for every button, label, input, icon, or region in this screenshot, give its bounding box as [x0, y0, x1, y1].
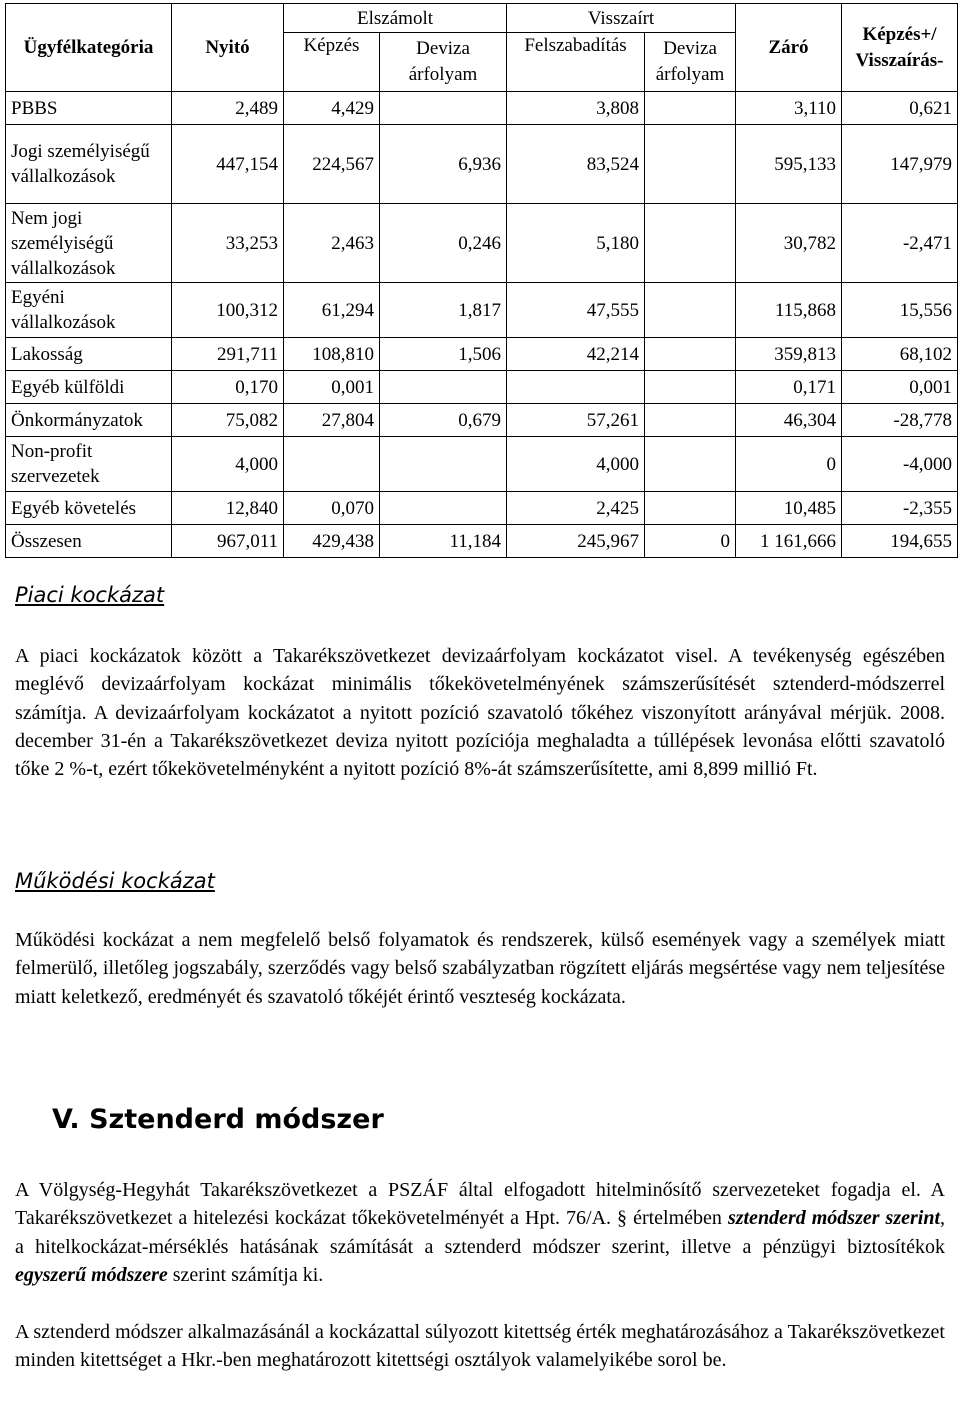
- cell-cat: Lakosság: [6, 338, 172, 371]
- cell-opening: 33,253: [172, 204, 284, 283]
- header-formation: Képzés: [284, 33, 380, 92]
- cell-formation: 61,294: [284, 283, 380, 338]
- header-fx-accounted: Deviza árfolyam: [380, 33, 507, 92]
- cell-diff: 147,979: [842, 125, 958, 204]
- cell-fx2: [645, 437, 736, 492]
- standard-method-paragraph-1: [15, 1176, 945, 1289]
- cell-fx1: [380, 92, 507, 125]
- cell-formation: 429,438: [284, 525, 380, 558]
- cell-closing: 359,813: [736, 338, 842, 371]
- cell-diff: -4,000: [842, 437, 958, 492]
- cell-release: 245,967: [507, 525, 645, 558]
- cell-closing: 0: [736, 437, 842, 492]
- cell-release: [507, 371, 645, 404]
- cell-cat: Önkormányzatok: [6, 404, 172, 437]
- standard-method-paragraph-2: A sztenderd módszer alkalmazásánál a kockázattal súlyozott kitettség érték meghatározásához a Takarékszövetkezet minden kitettséget a Hkr.-ben meghatározott kitettségi osztályok valamelyikébe sorol be.: [15, 1321, 945, 1372]
- cell-fx1: [380, 371, 507, 404]
- table-row: [6, 283, 958, 338]
- cell-fx2: [645, 283, 736, 338]
- cell-closing: 3,110: [736, 92, 842, 125]
- header-accounted: Elszámolt: [284, 4, 507, 33]
- cell-fx1: 6,936: [380, 125, 507, 204]
- cell-diff: 0,621: [842, 92, 958, 125]
- table-row: [6, 437, 958, 492]
- cell-cat: Egyéb követelés: [6, 492, 172, 525]
- table-row: [6, 125, 958, 204]
- cell-fx1: [380, 492, 507, 525]
- cell-fx1: 11,184: [380, 525, 507, 558]
- table-row: [6, 371, 958, 404]
- table-row: [6, 338, 958, 371]
- cell-cat: Egyéni vállalkozások: [6, 283, 172, 338]
- cell-fx1: 1,506: [380, 338, 507, 371]
- cell-cat: Nem jogi személyiségű vállalkozások: [6, 204, 172, 283]
- cell-opening: 100,312: [172, 283, 284, 338]
- header-opening: Nyitó: [172, 4, 284, 92]
- cell-release: 5,180: [507, 204, 645, 283]
- cell-opening: 291,711: [172, 338, 284, 371]
- cell-opening: 4,000: [172, 437, 284, 492]
- header-category: Ügyfélkategória: [6, 4, 172, 92]
- cell-opening: 447,154: [172, 125, 284, 204]
- cell-cat: Non-profit szervezetek: [6, 437, 172, 492]
- cell-release: 3,808: [507, 92, 645, 125]
- cell-fx1: 0,679: [380, 404, 507, 437]
- cell-fx2: [645, 338, 736, 371]
- cell-closing: 1 161,666: [736, 525, 842, 558]
- cell-formation: 2,463: [284, 204, 380, 283]
- p1-emphasis-simple-method: egyszerű módszere: [15, 1263, 168, 1286]
- table-row: [6, 204, 958, 283]
- cell-closing: 0,171: [736, 371, 842, 404]
- cell-fx2: [645, 404, 736, 437]
- cell-formation: 0,001: [284, 371, 380, 404]
- cell-fx1: 1,817: [380, 283, 507, 338]
- cell-diff: 194,655: [842, 525, 958, 558]
- cell-formation: 27,804: [284, 404, 380, 437]
- cell-fx2: [645, 371, 736, 404]
- p1-emphasis-standard-method: sztenderd módszer szerint: [727, 1207, 941, 1230]
- table-row: [6, 525, 958, 558]
- cell-diff: -2,471: [842, 204, 958, 283]
- cell-closing: 46,304: [736, 404, 842, 437]
- cell-fx2: [645, 92, 736, 125]
- market-risk-title: Piaci kockázat: [15, 583, 165, 607]
- cell-formation: 0,070: [284, 492, 380, 525]
- cell-fx2: [645, 125, 736, 204]
- cell-opening: 0,170: [172, 371, 284, 404]
- cell-formation: 4,429: [284, 92, 380, 125]
- cell-diff: 0,001: [842, 371, 958, 404]
- cell-diff: 68,102: [842, 338, 958, 371]
- cell-release: 4,000: [507, 437, 645, 492]
- cell-diff: -2,355: [842, 492, 958, 525]
- p1-part-e: szerint számítja ki.: [167, 1263, 324, 1286]
- table-body: [6, 92, 958, 558]
- market-risk-text: A piaci kockázatok között a Takarékszövetkezet devizaárfolyam kockázatot visel. A tevékenység egészében meglévő devizaárfolyam kockázat minimális tőkekövetelményének számszerűsítését sztenderd-módszerrel számítja. A devizaárfolyam kockázatot a nyitott pozíció szavatoló tőkéhez viszonyított arányával mérjük. 2008. december 31-én a Takarékszövetkezet deviza nyitott pozíciója meghaladta a túllépések levonása előtti szavatoló tőke 2 %-t, ezért tőkekövetelményként a nyitott pozíció 8%-át számszerűsítette, ami 8,899 millió Ft.: [15, 645, 945, 781]
- loss-provision-table: [5, 3, 958, 558]
- cell-opening: 2,489: [172, 92, 284, 125]
- cell-release: 83,524: [507, 125, 645, 204]
- cell-release: 57,261: [507, 404, 645, 437]
- cell-cat: Összesen: [6, 525, 172, 558]
- cell-fx2: [645, 492, 736, 525]
- chapter-title: V. Sztenderd módszer: [52, 1104, 384, 1135]
- p1-part-c: , a hitelkockázat-mérséklés hatásának számítását a sztenderd módszer szerint, illetve a pénzügyi biztosítékok: [15, 1207, 946, 1258]
- cell-release: 47,555: [507, 283, 645, 338]
- cell-closing: 30,782: [736, 204, 842, 283]
- cell-release: 2,425: [507, 492, 645, 525]
- cell-cat: Egyéb külföldi: [6, 371, 172, 404]
- cell-fx1: [380, 437, 507, 492]
- cell-cat: PBBS: [6, 92, 172, 125]
- header-reversed: Visszaírt: [507, 4, 736, 33]
- header-formation-reversal: Képzés+/ Visszaírás-: [842, 4, 958, 92]
- cell-fx2: 0: [645, 525, 736, 558]
- cell-closing: 595,133: [736, 125, 842, 204]
- header-closing: Záró: [736, 4, 842, 92]
- table-row: [6, 92, 958, 125]
- cell-cat: Jogi személyiségű vállalkozások: [6, 125, 172, 204]
- cell-diff: 15,556: [842, 283, 958, 338]
- header-release: Felszabadítás: [507, 33, 645, 92]
- operational-risk-title: Működési kockázat: [15, 869, 215, 893]
- table-row: [6, 492, 958, 525]
- cell-fx1: 0,246: [380, 204, 507, 283]
- cell-release: 42,214: [507, 338, 645, 371]
- cell-formation: [284, 437, 380, 492]
- cell-formation: 224,567: [284, 125, 380, 204]
- cell-diff: -28,778: [842, 404, 958, 437]
- cell-formation: 108,810: [284, 338, 380, 371]
- table-row: [6, 404, 958, 437]
- cell-opening: 12,840: [172, 492, 284, 525]
- cell-closing: 10,485: [736, 492, 842, 525]
- cell-closing: 115,868: [736, 283, 842, 338]
- cell-fx2: [645, 204, 736, 283]
- operational-risk-text: Működési kockázat a nem megfelelő belső folyamatok és rendszerek, külső események vagy a személyek miatt felmerülő, illetőleg jogszabály, szerződés vagy belső szabályzatban rögzített eljárás megsértése vagy nem teljesítése miatt keletkező, eredményét és szavatoló tőkéjét érintő veszteség kockázata.: [15, 929, 945, 1008]
- cell-opening: 967,011: [172, 525, 284, 558]
- header-fx-reversed: Deviza árfolyam: [645, 33, 736, 92]
- cell-opening: 75,082: [172, 404, 284, 437]
- p1-part-a: A Völgység-Hegyhát Takarékszövetkezet a PSZÁF által elfogadott hitelminősítő szervezeteket fogadja el. A Takarékszövetkezet a hitelezési kockázat tőkekövetelményét a Hpt. 76/A. § értelmében: [15, 1179, 945, 1230]
